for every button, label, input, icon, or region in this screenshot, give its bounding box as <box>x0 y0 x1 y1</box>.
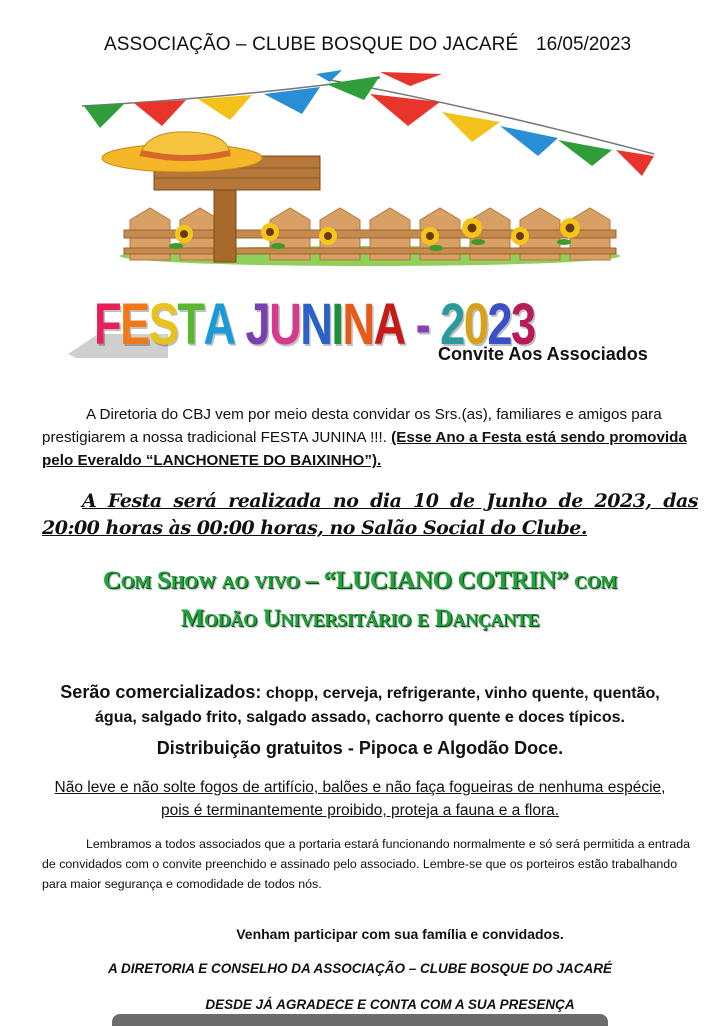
title-letter: A <box>203 292 235 357</box>
gate-reminder-text: Lembramos a todos associados que a portaria estará funcionando normalmente e só será permitida a entrada de convidados com o convite preenchido e assinado pelo associado. Lembre-se que os porteiros estão trabalhando para maior segurança e comodidade de todos nós. <box>42 837 691 891</box>
title-letter <box>405 296 416 354</box>
title-letter: 0 <box>463 292 488 357</box>
title-block <box>68 292 708 376</box>
fireworks-warning: Não leve e não solte fogos de artifício, balões e não faça fogueiras de nenhuma espécie, pois é terminantemente proibido, proteja a fauna e a flora. <box>54 779 666 819</box>
title-letter: T <box>177 292 204 357</box>
title-letter <box>235 296 246 354</box>
board-signature: A DIRETORIA E CONSELHO DA ASSOCIAÇÃO – CLUBE BOSQUE DO JACARÉ <box>107 961 613 976</box>
intro-paragraph <box>42 403 696 472</box>
event-details-text: A Festa será realizada no dia 10 de Junho de 2023, das 20:00 horas às 00:00 horas, no Salão Social do Clube. <box>42 490 698 539</box>
document-date: 16/05/2023 <box>536 34 632 55</box>
thanks-line: DESDE JÁ AGRADECE E CONTA COM A SUA PRESENÇA <box>205 997 575 1012</box>
invite-line: Venham participar com sua família e convidados. <box>236 926 564 942</box>
title-letter: S <box>148 292 178 357</box>
title-letter: - <box>415 292 430 357</box>
free-items: Distribuição gratuitos - Pipoca e Algodão Doce. <box>156 738 564 758</box>
title-letter: F <box>94 292 121 357</box>
gate-reminder <box>42 834 698 894</box>
organization-name: ASSOCIAÇÃO – CLUBE BOSQUE DO JACARÉ <box>104 34 519 55</box>
sold-items-lead: Serão comercializados: <box>60 682 262 702</box>
title-letter: N <box>342 292 374 357</box>
promo-text: (Esse Ano a Festa está sendo promovida pelo Everaldo “LANCHONETE DO BAIXINHO”). <box>42 429 687 469</box>
title-letter: A <box>373 292 405 357</box>
title-letter: E <box>120 292 149 357</box>
festa-junina-illustration <box>80 70 660 270</box>
document-header <box>0 34 720 60</box>
festa-junina-illustration-svg <box>80 70 660 270</box>
invitation-subtitle: Convite Aos Associados <box>438 344 648 364</box>
title-letter: U <box>269 292 301 357</box>
title-letter: 2 <box>487 292 511 357</box>
bottom-scroll-handle[interactable] <box>112 1014 608 1026</box>
title-letter: I <box>331 292 343 357</box>
show-line-1: Com Show ao vivo – “LUCIANO COTRIN” com <box>102 567 618 594</box>
live-show-announcement <box>0 562 720 638</box>
title-letter: 2 <box>440 292 464 357</box>
title-letter: N <box>300 292 332 357</box>
event-details <box>42 488 698 542</box>
title-letter: J <box>245 292 270 357</box>
title-letter: 3 <box>510 292 535 357</box>
sold-items-list: chopp, cerveja, refrigerante, vinho quente, quentão, água, salgado frito, salgado assado, cachorro quente e doces típicos. <box>95 685 660 726</box>
sold-items <box>40 680 680 730</box>
show-line-2: Modão Universitário e Dançante <box>180 605 540 632</box>
intro-text: A Diretoria do CBJ vem por meio desta convidar os Srs.(as), familiares e amigos para prestigiarem a nossa tradicional FESTA JUNINA !!!. <box>42 406 662 446</box>
